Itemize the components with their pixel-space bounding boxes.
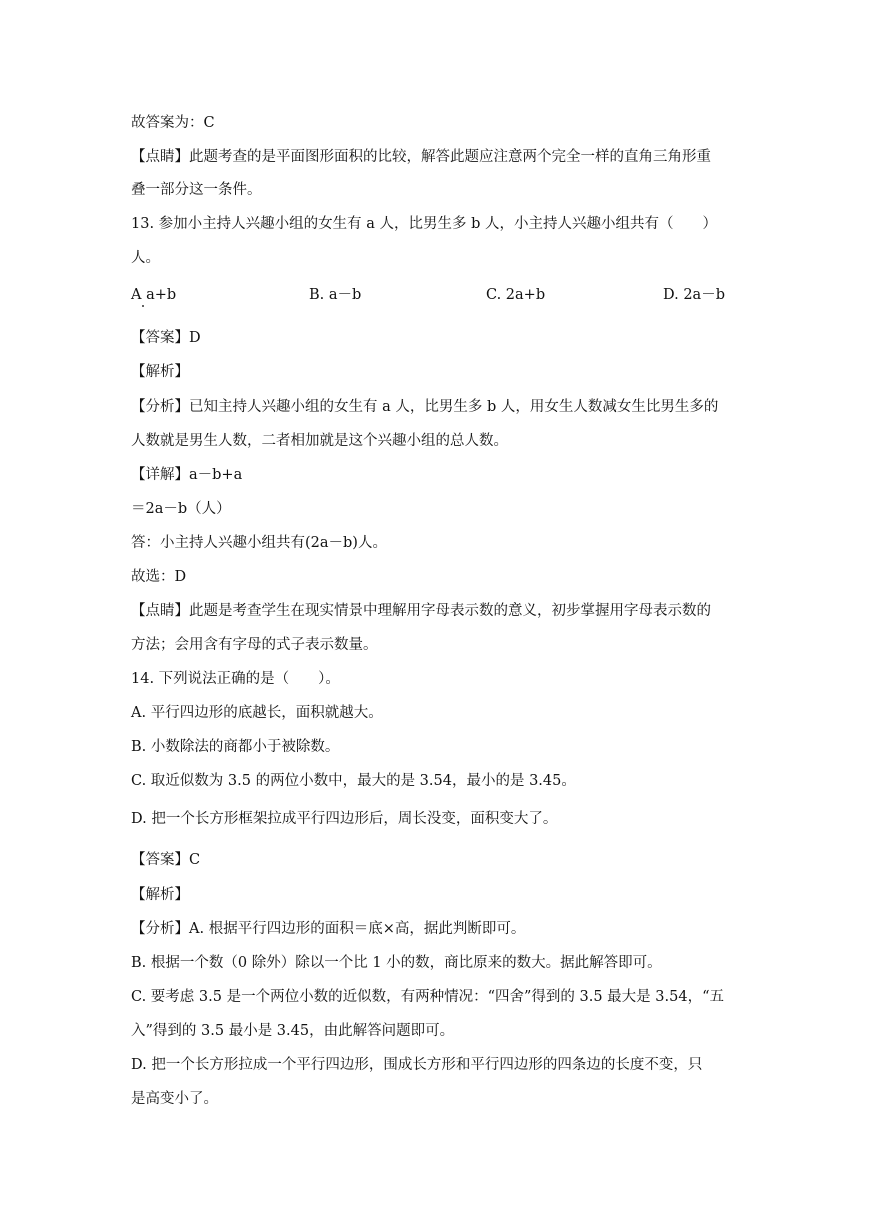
text-line: 人。	[131, 250, 160, 266]
answer-label: 【答案】C	[131, 852, 201, 868]
text-line: 叠一部分这一条件。	[131, 182, 262, 198]
text-line: 故答案为：C	[131, 115, 215, 131]
option-d: D. 2a－b	[663, 287, 725, 303]
text-line: 答：小主持人兴趣小组共有(2a－b)人。	[131, 535, 387, 551]
question-13-stem: 13. 参加小主持人兴趣小组的女生有 a 人，比男生多 b 人，小主持人兴趣小组共有（ ）	[131, 216, 718, 232]
text-line: 【分析】A. 根据平行四边形的面积＝底×高，据此判断即可。	[131, 921, 526, 937]
option-c: C. 2a+b	[486, 287, 546, 303]
option-b: B. 小数除法的商都小于被除数。	[131, 739, 340, 755]
option-a: A a+b	[131, 287, 177, 303]
question-14-stem: 14. 下列说法正确的是（ ）。	[131, 671, 340, 687]
analysis-label: 【解析】	[131, 887, 189, 903]
option-a: A. 平行四边形的底越长，面积就越大。	[131, 705, 383, 721]
text-line: B. 根据一个数（0 除外）除以一个比 1 小的数，商比原来的数大。据此解答即可。	[131, 955, 662, 971]
text-line: D. 把一个长方形拉成一个平行四边形，围成长方形和平行四边形的四条边的长度不变，只	[131, 1057, 703, 1073]
option-d: D. 把一个长方形框架拉成平行四边形后，周长没变，面积变大了。	[131, 811, 558, 827]
text-line: 【分析】已知主持人兴趣小组的女生有 a 人，比男生多 b 人，用女生人数减女生比男生多的	[131, 399, 719, 415]
text-line: 【点睛】此题是考查学生在现实情景中理解用字母表示数的意义，初步掌握用字母表示数的	[131, 603, 711, 619]
text-line: 人数就是男生人数，二者相加就是这个兴趣小组的总人数。	[131, 433, 508, 449]
answer-label: 【答案】D	[131, 330, 201, 346]
analysis-label: 【解析】	[131, 364, 189, 380]
option-b: B. a－b	[309, 287, 362, 303]
text-line: C. 要考虑 3.5 是一个两位小数的近似数，有两种情况：“四舍”得到的 3.5 最大是 3.54，“五	[131, 989, 724, 1005]
text-line: 是高变小了。	[131, 1091, 218, 1107]
text-line: 【点睛】此题考查的是平面图形面积的比较，解答此题应注意两个完全一样的直角三角形重	[131, 149, 711, 165]
option-c: C. 取近似数为 3.5 的两位小数中，最大的是 3.54，最小的是 3.45。	[131, 773, 576, 789]
text-line: 【详解】a－b+a	[131, 467, 243, 483]
text-line: 入”得到的 3.5 最小是 3.45，由此解答问题即可。	[131, 1023, 455, 1039]
text-line: 方法；会用含有字母的式子表示数量。	[131, 637, 378, 653]
text-line: 故选：D	[131, 569, 187, 585]
stray-dot	[142, 305, 144, 307]
text-line: ＝2a－b（人）	[131, 501, 231, 517]
